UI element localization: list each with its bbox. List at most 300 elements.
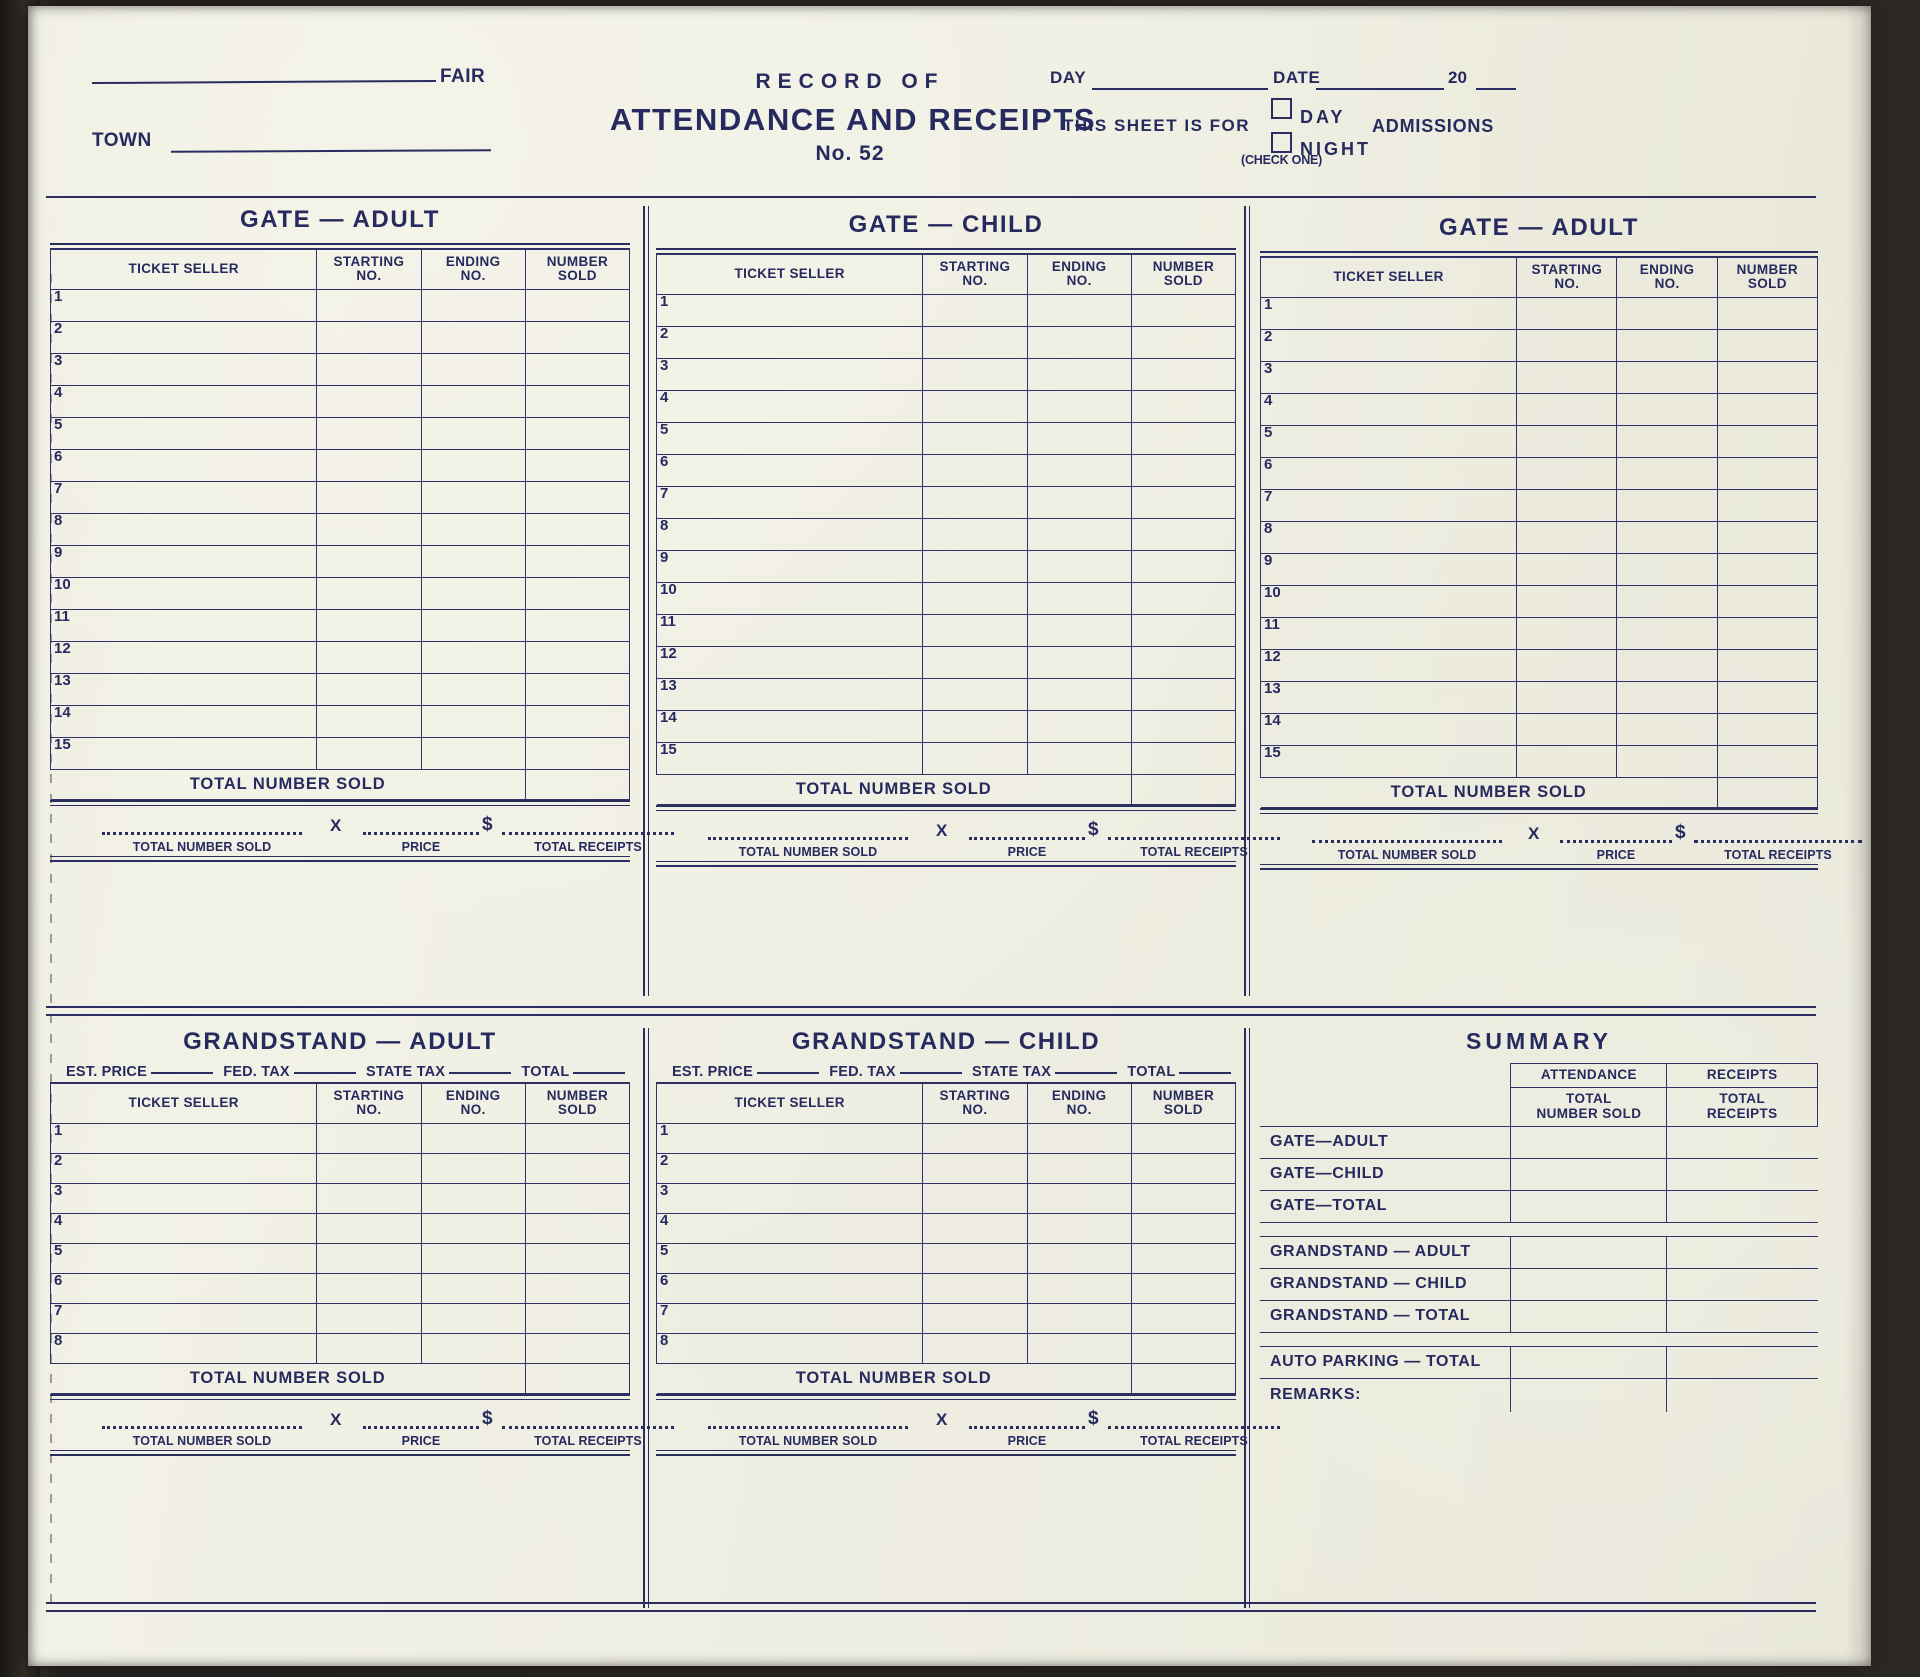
- row-number-sold-cell[interactable]: [1717, 554, 1817, 586]
- row-starting-no-cell[interactable]: [317, 546, 421, 578]
- calc-total-receipts-field[interactable]: [1108, 1426, 1280, 1429]
- row-seller-cell[interactable]: [51, 354, 317, 386]
- calc-total-receipts-field[interactable]: [1694, 840, 1862, 843]
- row-ending-no-cell[interactable]: [1027, 1334, 1131, 1364]
- total-number-sold-value[interactable]: [1717, 778, 1817, 808]
- day-checkbox[interactable]: [1271, 98, 1292, 119]
- row-starting-no-cell[interactable]: [923, 551, 1027, 583]
- row-ending-no-cell[interactable]: [421, 1124, 525, 1154]
- row-starting-no-cell[interactable]: [317, 1244, 421, 1274]
- row-ending-no-cell[interactable]: [1027, 455, 1131, 487]
- row-starting-no-cell[interactable]: [1517, 490, 1617, 522]
- row-starting-no-cell[interactable]: [1517, 394, 1617, 426]
- row-seller-cell[interactable]: [51, 738, 317, 770]
- row-seller-cell[interactable]: [51, 1304, 317, 1334]
- row-ending-no-cell[interactable]: [1617, 682, 1717, 714]
- calc-price-field[interactable]: [969, 837, 1085, 840]
- table-row: [657, 1244, 1236, 1274]
- row-ending-no-cell[interactable]: [1027, 711, 1131, 743]
- row-seller-cell[interactable]: [657, 423, 923, 455]
- row-ending-no-cell[interactable]: [1617, 362, 1717, 394]
- row-ending-no-cell[interactable]: [1027, 327, 1131, 359]
- row-number-sold-cell[interactable]: [1131, 327, 1235, 359]
- row-seller-cell[interactable]: [657, 647, 923, 679]
- row-number-sold-cell[interactable]: [1131, 1304, 1235, 1334]
- remarks-blank-area[interactable]: [1260, 1412, 1511, 1458]
- row-ending-no-cell[interactable]: [1617, 650, 1717, 682]
- row-starting-no-cell[interactable]: [317, 674, 421, 706]
- row-ending-no-cell[interactable]: [421, 578, 525, 610]
- summary-row-label: GRANDSTAND — TOTAL: [1260, 1300, 1511, 1332]
- row-seller-cell[interactable]: [657, 519, 923, 551]
- row-seller-cell[interactable]: [1261, 586, 1517, 618]
- summary-receipts-cell[interactable]: [1667, 1190, 1818, 1222]
- tax-total-field[interactable]: [1179, 1072, 1231, 1074]
- row-seller-cell[interactable]: [51, 1244, 317, 1274]
- total-number-sold-value[interactable]: [1131, 775, 1235, 805]
- table-row: [51, 386, 630, 418]
- row-starting-no-cell[interactable]: [923, 455, 1027, 487]
- row-ending-no-cell[interactable]: [421, 610, 525, 642]
- col-starting-no: STARTING NO.: [317, 250, 421, 290]
- row-ending-no-cell[interactable]: [1617, 490, 1717, 522]
- row-seller-cell[interactable]: [51, 322, 317, 354]
- row-seller-cell[interactable]: [1261, 650, 1517, 682]
- fed-tax-field[interactable]: [294, 1072, 356, 1074]
- row-ending-no-cell[interactable]: [421, 674, 525, 706]
- row-ending-no-cell[interactable]: [421, 546, 525, 578]
- row-seller-cell[interactable]: [51, 706, 317, 738]
- row-starting-no-cell[interactable]: [317, 738, 421, 770]
- row-ending-no-cell[interactable]: [1617, 394, 1717, 426]
- row-seller-cell[interactable]: [51, 386, 317, 418]
- row-number-sold-cell[interactable]: [1131, 1154, 1235, 1184]
- row-number-sold-cell[interactable]: [1717, 458, 1817, 490]
- state-tax-field[interactable]: [449, 1072, 511, 1074]
- row-seller-cell[interactable]: [51, 578, 317, 610]
- row-ending-no-cell[interactable]: [421, 642, 525, 674]
- row-starting-no-cell[interactable]: [317, 1154, 421, 1184]
- row-seller-cell[interactable]: [657, 391, 923, 423]
- tax-total-field[interactable]: [573, 1072, 625, 1074]
- row-starting-no-cell[interactable]: [1517, 682, 1617, 714]
- row-ending-no-cell[interactable]: [421, 1334, 525, 1364]
- row-number-sold-cell[interactable]: [525, 1334, 629, 1364]
- row-ending-no-cell[interactable]: [1617, 586, 1717, 618]
- row-number-sold-cell[interactable]: [525, 290, 629, 322]
- row-seller-cell[interactable]: [657, 679, 923, 711]
- row-number-sold-cell[interactable]: [1131, 423, 1235, 455]
- row-number-sold-cell[interactable]: [525, 1154, 629, 1184]
- row-number-sold-cell[interactable]: [1717, 522, 1817, 554]
- row-starting-no-cell[interactable]: [1517, 522, 1617, 554]
- row-ending-no-cell[interactable]: [1027, 1304, 1131, 1334]
- row-seller-cell[interactable]: [1261, 458, 1517, 490]
- row-seller-cell[interactable]: [657, 1214, 923, 1244]
- row-seller-cell[interactable]: [1261, 554, 1517, 586]
- row-number-sold-cell[interactable]: [1717, 330, 1817, 362]
- row-starting-no-cell[interactable]: [1517, 618, 1617, 650]
- row-number-sold-cell[interactable]: [525, 642, 629, 674]
- row-number-sold-cell[interactable]: [1717, 650, 1817, 682]
- row-number-sold-cell[interactable]: [525, 1274, 629, 1304]
- calc-price-field[interactable]: [969, 1426, 1085, 1429]
- calc-total-sold-field[interactable]: [102, 1426, 302, 1429]
- row-number-sold-cell[interactable]: [1131, 1274, 1235, 1304]
- row-number-sold-cell[interactable]: [1131, 1214, 1235, 1244]
- row-ending-no-cell[interactable]: [1617, 458, 1717, 490]
- row-ending-no-cell[interactable]: [1027, 1244, 1131, 1274]
- row-seller-cell[interactable]: [657, 615, 923, 647]
- row-starting-no-cell[interactable]: [923, 1154, 1027, 1184]
- row-ending-no-cell[interactable]: [1027, 551, 1131, 583]
- row-ending-no-cell[interactable]: [1027, 1184, 1131, 1214]
- row-seller-cell[interactable]: [51, 1124, 317, 1154]
- row-starting-no-cell[interactable]: [1517, 330, 1617, 362]
- row-ending-no-cell[interactable]: [421, 738, 525, 770]
- row-seller-cell[interactable]: [51, 482, 317, 514]
- fed-tax-field[interactable]: [900, 1072, 962, 1074]
- row-number-sold-cell[interactable]: [525, 1304, 629, 1334]
- total-number-sold-value[interactable]: [1131, 1364, 1235, 1394]
- row-seller-cell[interactable]: [51, 1214, 317, 1244]
- row-starting-no-cell[interactable]: [923, 1214, 1027, 1244]
- row-number-sold-cell[interactable]: [1131, 615, 1235, 647]
- row-ending-no-cell[interactable]: [1617, 618, 1717, 650]
- summary-attendance-cell[interactable]: [1511, 1158, 1667, 1190]
- row-ending-no-cell[interactable]: [421, 322, 525, 354]
- row-starting-no-cell[interactable]: [923, 359, 1027, 391]
- row-starting-no-cell[interactable]: [923, 391, 1027, 423]
- day-write-line[interactable]: [1092, 88, 1268, 90]
- row-seller-cell[interactable]: [1261, 714, 1517, 746]
- total-number-sold-value[interactable]: [525, 770, 629, 800]
- row-number-sold-cell[interactable]: [525, 514, 629, 546]
- row-ending-no-cell[interactable]: [421, 1274, 525, 1304]
- row-ending-no-cell[interactable]: [1617, 746, 1717, 778]
- row-number-sold-cell[interactable]: [1131, 711, 1235, 743]
- row-starting-no-cell[interactable]: [317, 354, 421, 386]
- row-starting-no-cell[interactable]: [923, 1124, 1027, 1154]
- row-starting-no-cell[interactable]: [317, 642, 421, 674]
- row-starting-no-cell[interactable]: [923, 1274, 1027, 1304]
- row-number-sold-cell[interactable]: [525, 354, 629, 386]
- row-number-sold-cell[interactable]: [525, 1184, 629, 1214]
- row-seller-cell[interactable]: [51, 642, 317, 674]
- row-seller-cell[interactable]: [51, 450, 317, 482]
- row-starting-no-cell[interactable]: [1517, 714, 1617, 746]
- row-starting-no-cell[interactable]: [923, 615, 1027, 647]
- total-number-sold-value[interactable]: [525, 1364, 629, 1394]
- row-number-sold-cell[interactable]: [525, 1244, 629, 1274]
- row-seller-cell[interactable]: [51, 514, 317, 546]
- row-seller-cell[interactable]: [657, 551, 923, 583]
- row-ending-no-cell[interactable]: [1617, 714, 1717, 746]
- row-ending-no-cell[interactable]: [1617, 554, 1717, 586]
- row-ending-no-cell[interactable]: [421, 354, 525, 386]
- row-seller-cell[interactable]: [1261, 522, 1517, 554]
- row-seller-cell[interactable]: [657, 711, 923, 743]
- row-starting-no-cell[interactable]: [317, 1304, 421, 1334]
- row-starting-no-cell[interactable]: [1517, 746, 1617, 778]
- row-number-sold-cell[interactable]: [1131, 519, 1235, 551]
- row-number-sold-cell[interactable]: [525, 578, 629, 610]
- row-number-sold-cell[interactable]: [1131, 487, 1235, 519]
- row-starting-no-cell[interactable]: [923, 487, 1027, 519]
- row-number-sold-cell[interactable]: [525, 386, 629, 418]
- row-number-sold-cell[interactable]: [1717, 298, 1817, 330]
- calc-total-sold-field[interactable]: [708, 837, 908, 840]
- row-starting-no-cell[interactable]: [1517, 458, 1617, 490]
- row-ending-no-cell[interactable]: [421, 1214, 525, 1244]
- row-ending-no-cell[interactable]: [1027, 647, 1131, 679]
- remarks-field-a[interactable]: [1511, 1378, 1667, 1412]
- row-ending-no-cell[interactable]: [421, 1154, 525, 1184]
- row-starting-no-cell[interactable]: [317, 1334, 421, 1364]
- row-seller-cell[interactable]: [51, 1334, 317, 1364]
- row-ending-no-cell[interactable]: [421, 418, 525, 450]
- night-checkbox[interactable]: [1271, 132, 1292, 153]
- summary-attendance-cell[interactable]: [1511, 1236, 1667, 1268]
- row-ending-no-cell[interactable]: [421, 1184, 525, 1214]
- row-ending-no-cell[interactable]: [1027, 743, 1131, 775]
- row-ending-no-cell[interactable]: [1027, 359, 1131, 391]
- summary-col-receipts: RECEIPTS: [1667, 1064, 1818, 1088]
- calc-price-field[interactable]: [363, 1426, 479, 1429]
- row-starting-no-cell[interactable]: [923, 711, 1027, 743]
- calc-total-sold-field[interactable]: [1312, 840, 1502, 843]
- row-ending-no-cell[interactable]: [421, 1244, 525, 1274]
- row-starting-no-cell[interactable]: [317, 578, 421, 610]
- row-number-sold-cell[interactable]: [525, 1214, 629, 1244]
- row-starting-no-cell[interactable]: [317, 1214, 421, 1244]
- row-starting-no-cell[interactable]: [923, 583, 1027, 615]
- summary-receipts-cell[interactable]: [1667, 1346, 1818, 1378]
- row-starting-no-cell[interactable]: [923, 295, 1027, 327]
- row-seller-cell[interactable]: [51, 546, 317, 578]
- row-seller-cell[interactable]: [1261, 682, 1517, 714]
- row-number-sold-cell[interactable]: [525, 322, 629, 354]
- row-ending-no-cell[interactable]: [421, 386, 525, 418]
- row-starting-no-cell[interactable]: [1517, 362, 1617, 394]
- row-seller-cell[interactable]: [1261, 618, 1517, 650]
- row-seller-cell[interactable]: [51, 674, 317, 706]
- row-ending-no-cell[interactable]: [421, 1304, 525, 1334]
- row-ending-no-cell[interactable]: [1027, 1214, 1131, 1244]
- row-ending-no-cell[interactable]: [421, 290, 525, 322]
- row-ending-no-cell[interactable]: [1027, 615, 1131, 647]
- row-starting-no-cell[interactable]: [923, 519, 1027, 551]
- row-number-sold-cell[interactable]: [1717, 362, 1817, 394]
- row-number-sold-cell[interactable]: [1131, 1124, 1235, 1154]
- calc-total-sold-field[interactable]: [708, 1426, 908, 1429]
- row-seller-cell[interactable]: [657, 359, 923, 391]
- row-number-sold-cell[interactable]: [1131, 743, 1235, 775]
- remarks-field-b[interactable]: [1667, 1378, 1818, 1412]
- row-ending-no-cell[interactable]: [1617, 426, 1717, 458]
- row-number-sold-cell[interactable]: [1717, 746, 1817, 778]
- row-number-sold-cell[interactable]: [525, 1124, 629, 1154]
- row-starting-no-cell[interactable]: [923, 1304, 1027, 1334]
- row-number-sold-cell[interactable]: [525, 706, 629, 738]
- row-ending-no-cell[interactable]: [1027, 487, 1131, 519]
- row-seller-cell[interactable]: [1261, 746, 1517, 778]
- row-starting-no-cell[interactable]: [317, 450, 421, 482]
- row-number-sold-cell[interactable]: [1717, 714, 1817, 746]
- row-number-sold-cell[interactable]: [1131, 583, 1235, 615]
- row-number-sold-cell[interactable]: [1131, 551, 1235, 583]
- row-number-sold-cell[interactable]: [525, 482, 629, 514]
- row-starting-no-cell[interactable]: [1517, 586, 1617, 618]
- row-seller-cell[interactable]: [51, 610, 317, 642]
- row-ending-no-cell[interactable]: [1027, 583, 1131, 615]
- row-starting-no-cell[interactable]: [317, 482, 421, 514]
- row-number-sold-cell[interactable]: [525, 674, 629, 706]
- row-number-sold-cell[interactable]: [1717, 426, 1817, 458]
- row-seller-cell[interactable]: [1261, 362, 1517, 394]
- row-seller-cell[interactable]: [657, 1184, 923, 1214]
- row-number-sold-cell[interactable]: [525, 418, 629, 450]
- row-number-sold-cell[interactable]: [1717, 682, 1817, 714]
- row-seller-cell[interactable]: [657, 1334, 923, 1364]
- row-seller-cell[interactable]: [1261, 490, 1517, 522]
- row-starting-no-cell[interactable]: [923, 679, 1027, 711]
- row-starting-no-cell[interactable]: [317, 706, 421, 738]
- row-number-sold-cell[interactable]: [525, 546, 629, 578]
- calc-price-field[interactable]: [1560, 840, 1672, 843]
- row-seller-cell[interactable]: [657, 295, 923, 327]
- row-seller-cell[interactable]: [657, 583, 923, 615]
- row-number-sold-cell[interactable]: [1131, 647, 1235, 679]
- row-starting-no-cell[interactable]: [923, 1244, 1027, 1274]
- row-ending-no-cell[interactable]: [1027, 391, 1131, 423]
- row-ending-no-cell[interactable]: [421, 706, 525, 738]
- row-number-sold-cell[interactable]: [525, 738, 629, 770]
- row-number-sold-cell[interactable]: [1131, 295, 1235, 327]
- row-seller-cell[interactable]: [51, 1154, 317, 1184]
- summary-receipts-cell[interactable]: [1667, 1236, 1818, 1268]
- row-ending-no-cell[interactable]: [1027, 1124, 1131, 1154]
- row-starting-no-cell[interactable]: [923, 327, 1027, 359]
- row-seller-cell[interactable]: [51, 1184, 317, 1214]
- summary-attendance-cell[interactable]: [1511, 1190, 1667, 1222]
- row-number-sold-cell[interactable]: [1131, 359, 1235, 391]
- state-tax-field[interactable]: [1055, 1072, 1117, 1074]
- row-number-sold-cell[interactable]: [1131, 679, 1235, 711]
- row-ending-no-cell[interactable]: [1027, 679, 1131, 711]
- row-seller-cell[interactable]: [657, 1274, 923, 1304]
- row-starting-no-cell[interactable]: [1517, 554, 1617, 586]
- row-number-sold-cell[interactable]: [1131, 391, 1235, 423]
- row-number-sold-cell[interactable]: [1131, 1334, 1235, 1364]
- summary-receipts-cell[interactable]: [1667, 1126, 1818, 1158]
- row-seller-cell[interactable]: [51, 418, 317, 450]
- row-ending-no-cell[interactable]: [1617, 522, 1717, 554]
- row-number-sold-cell[interactable]: [1131, 1184, 1235, 1214]
- row-ending-no-cell[interactable]: [1617, 330, 1717, 362]
- row-seller-cell[interactable]: [657, 487, 923, 519]
- row-starting-no-cell[interactable]: [1517, 650, 1617, 682]
- est-price-field[interactable]: [151, 1072, 213, 1074]
- row-starting-no-cell[interactable]: [1517, 426, 1617, 458]
- summary-attendance-cell[interactable]: [1511, 1300, 1667, 1332]
- summary-receipts-cell[interactable]: [1667, 1158, 1818, 1190]
- fair-write-line[interactable]: [92, 80, 436, 84]
- row-seller-cell[interactable]: [657, 1304, 923, 1334]
- row-ending-no-cell[interactable]: [421, 514, 525, 546]
- row-seller-cell[interactable]: [657, 1154, 923, 1184]
- summary-receipts-cell[interactable]: [1667, 1268, 1818, 1300]
- row-starting-no-cell[interactable]: [317, 610, 421, 642]
- row-seller-cell[interactable]: [1261, 330, 1517, 362]
- row-number-sold-cell[interactable]: [1717, 394, 1817, 426]
- row-starting-no-cell[interactable]: [923, 1184, 1027, 1214]
- row-number-sold-cell[interactable]: [1717, 490, 1817, 522]
- row-seller-cell[interactable]: [657, 1124, 923, 1154]
- row-starting-no-cell[interactable]: [317, 386, 421, 418]
- row-starting-no-cell[interactable]: [923, 743, 1027, 775]
- row-ending-no-cell[interactable]: [421, 450, 525, 482]
- row-ending-no-cell[interactable]: [1617, 298, 1717, 330]
- row-starting-no-cell[interactable]: [317, 418, 421, 450]
- row-seller-cell[interactable]: [657, 455, 923, 487]
- date-write-line[interactable]: [1316, 88, 1444, 90]
- row-seller-cell[interactable]: [51, 1274, 317, 1304]
- row-number-sold-cell[interactable]: [1717, 586, 1817, 618]
- calc-total-receipts-field[interactable]: [1108, 837, 1280, 840]
- calc-total-sold-field[interactable]: [102, 832, 302, 835]
- row-starting-no-cell[interactable]: [317, 1274, 421, 1304]
- row-number-sold-cell[interactable]: [1131, 455, 1235, 487]
- row-number-sold-cell[interactable]: [525, 610, 629, 642]
- year-write-line[interactable]: [1476, 88, 1516, 90]
- row-number-sold-cell[interactable]: [1717, 618, 1817, 650]
- row-number-sold-cell[interactable]: [525, 450, 629, 482]
- row-starting-no-cell[interactable]: [317, 1184, 421, 1214]
- summary-attendance-cell[interactable]: [1511, 1346, 1667, 1378]
- row-starting-no-cell[interactable]: [1517, 298, 1617, 330]
- row-ending-no-cell[interactable]: [1027, 1274, 1131, 1304]
- calc-price-field[interactable]: [363, 832, 479, 835]
- row-seller-cell[interactable]: [51, 290, 317, 322]
- town-write-line[interactable]: [171, 149, 491, 152]
- summary-attendance-cell[interactable]: [1511, 1126, 1667, 1158]
- calc-total-receipts-caption: TOTAL RECEIPTS: [1140, 1434, 1248, 1449]
- row-seller-cell[interactable]: [657, 1244, 923, 1274]
- row-starting-no-cell[interactable]: [317, 1124, 421, 1154]
- row-seller-cell[interactable]: [657, 743, 923, 775]
- row-ending-no-cell[interactable]: [421, 482, 525, 514]
- row-ending-no-cell[interactable]: [1027, 1154, 1131, 1184]
- row-seller-cell[interactable]: [1261, 298, 1517, 330]
- row-seller-cell[interactable]: [657, 327, 923, 359]
- row-seller-cell[interactable]: [1261, 394, 1517, 426]
- row-starting-no-cell[interactable]: [923, 423, 1027, 455]
- row-starting-no-cell[interactable]: [317, 514, 421, 546]
- row-starting-no-cell[interactable]: [923, 1334, 1027, 1364]
- row-number-sold-cell[interactable]: [1131, 1244, 1235, 1274]
- est-price-field[interactable]: [757, 1072, 819, 1074]
- row-starting-no-cell[interactable]: [317, 322, 421, 354]
- row-starting-no-cell[interactable]: [923, 647, 1027, 679]
- row-ending-no-cell[interactable]: [1027, 295, 1131, 327]
- summary-receipts-cell[interactable]: [1667, 1300, 1818, 1332]
- row-seller-cell[interactable]: [1261, 426, 1517, 458]
- summary-attendance-cell[interactable]: [1511, 1268, 1667, 1300]
- row-ending-no-cell[interactable]: [1027, 519, 1131, 551]
- row-ending-no-cell[interactable]: [1027, 423, 1131, 455]
- row-starting-no-cell[interactable]: [317, 290, 421, 322]
